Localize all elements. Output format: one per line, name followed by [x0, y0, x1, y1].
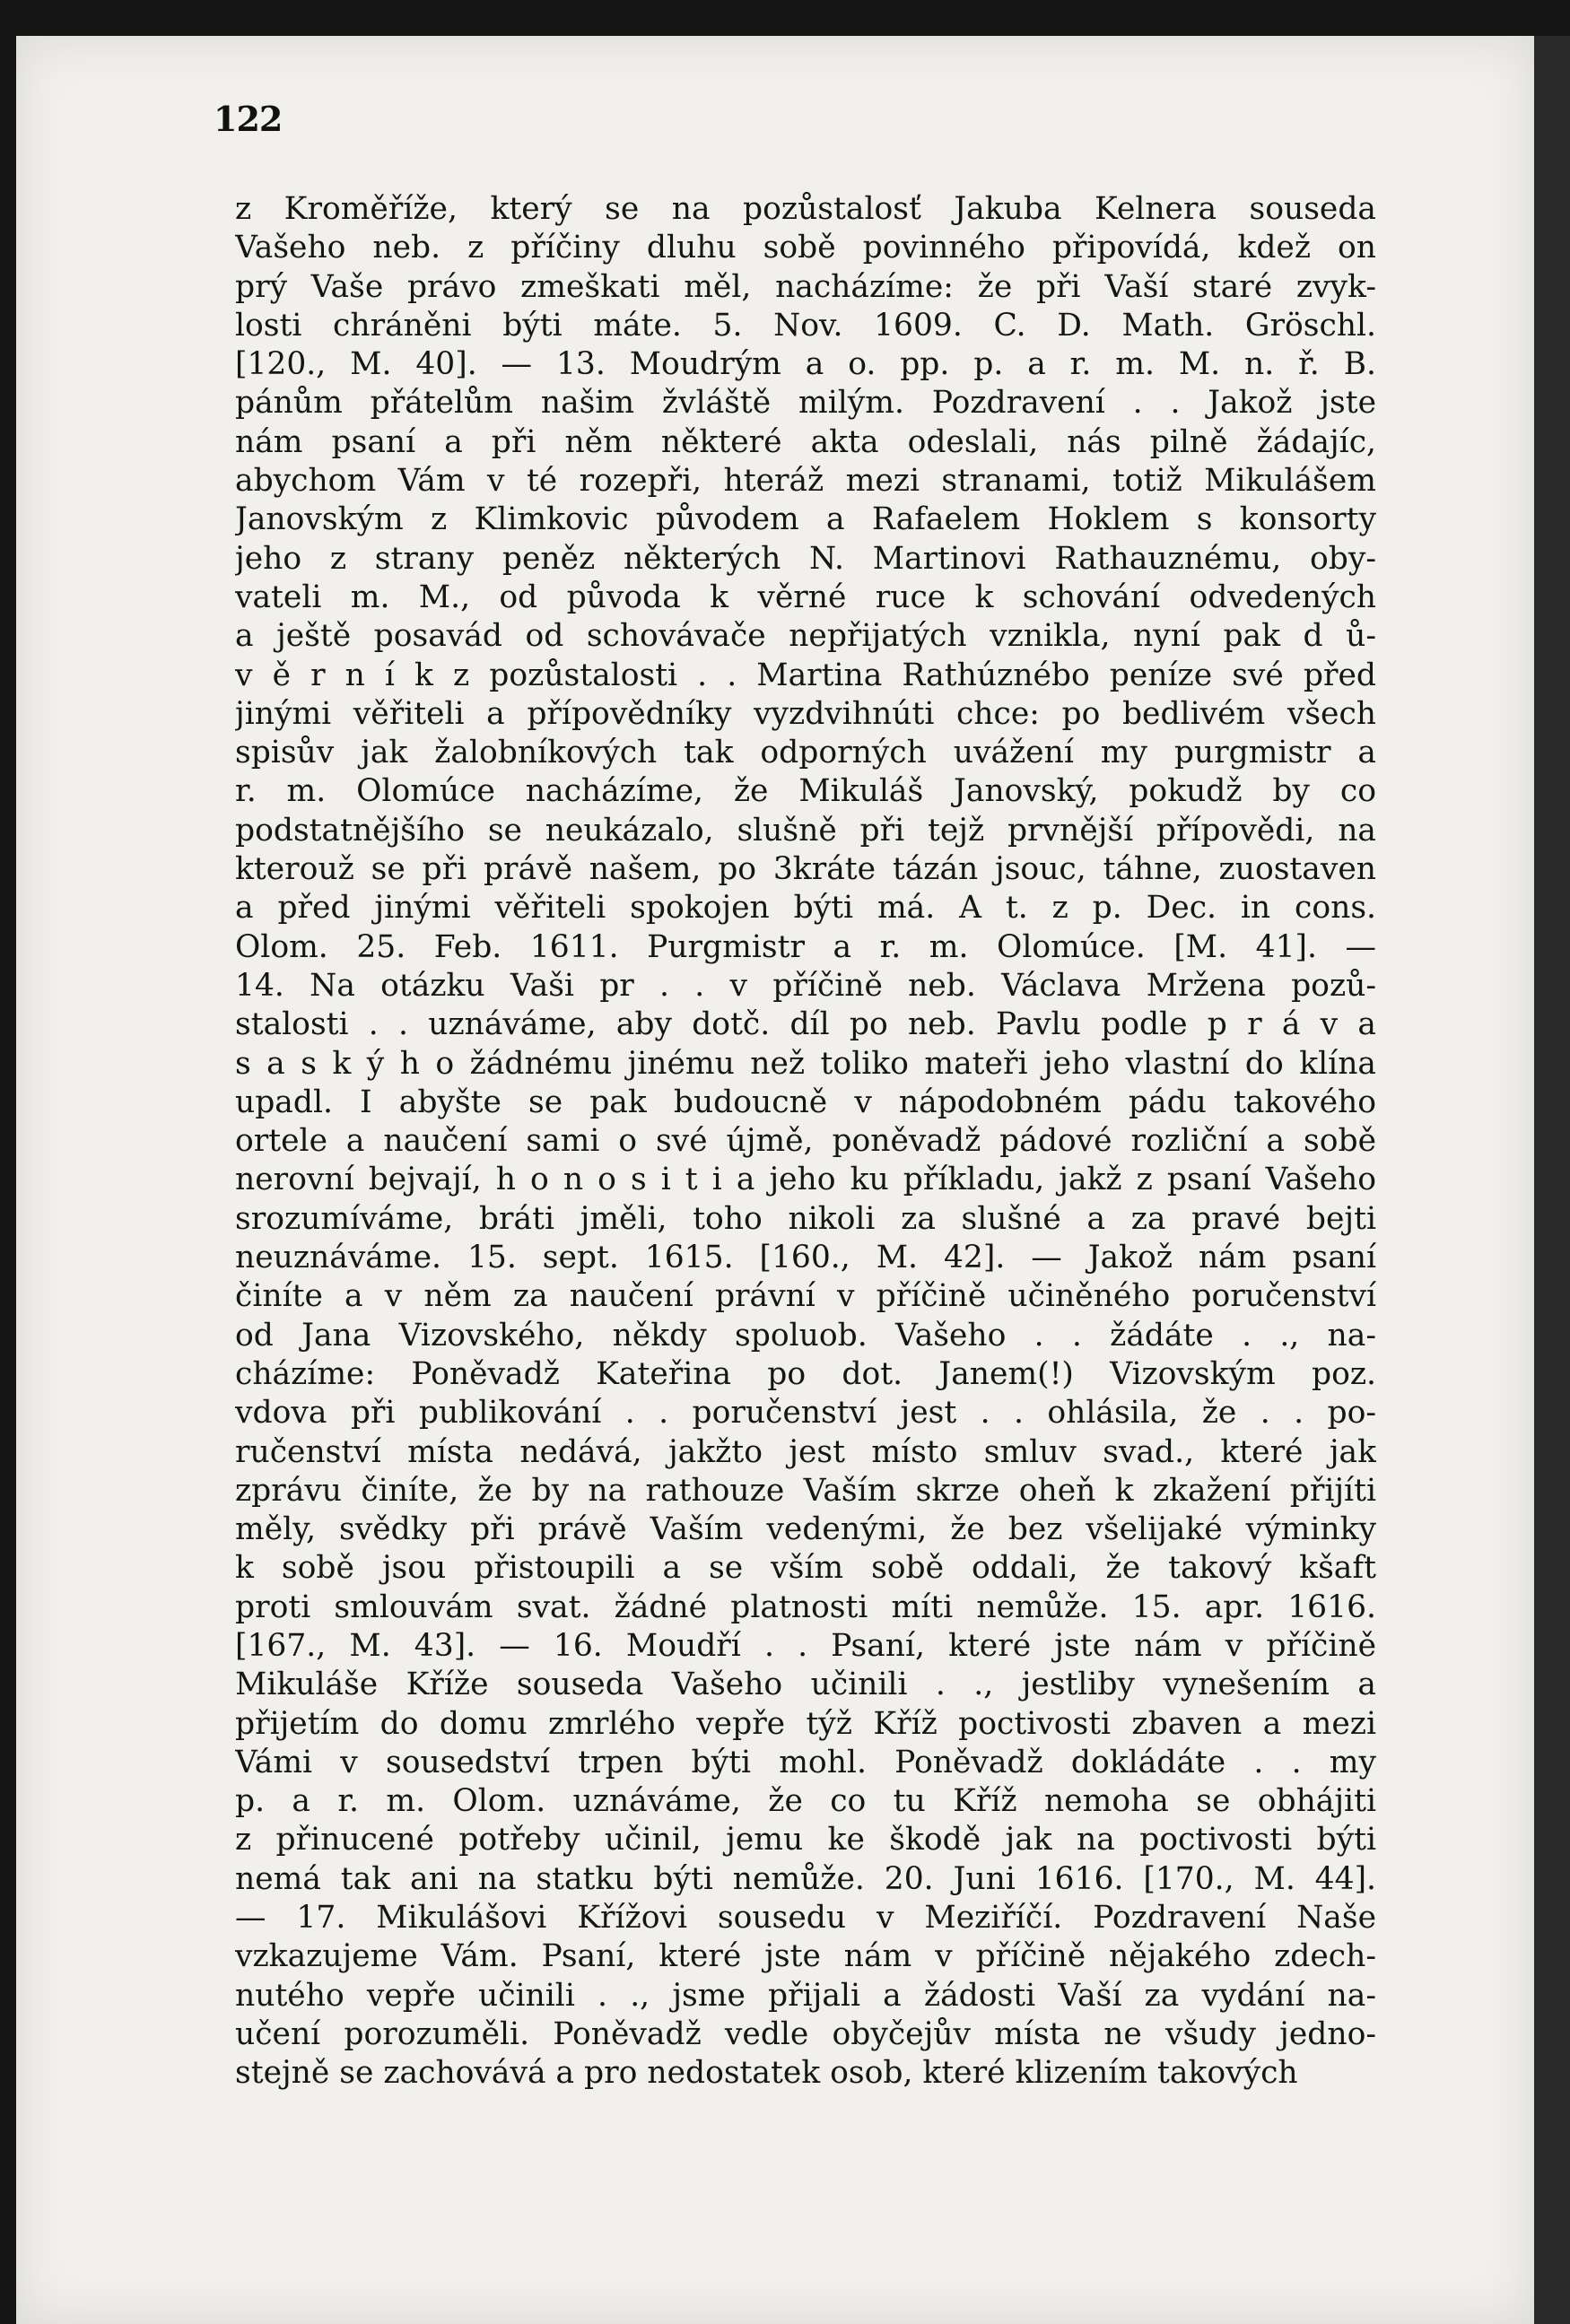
text-line: Mikuláše Kříže souseda Vašeho učinili . ., jestliby vynešením a — [235, 1667, 1376, 1703]
text-line: 14. Na otázku Vaši pr . . v příčině neb. Václava Mržena pozů- — [235, 967, 1376, 1004]
text-line: Vámi v sousedství trpen býti mohl. Poněvadž dokládáte . . my — [235, 1744, 1376, 1780]
text-line: z Kroměříže, který se na pozůstalosť Jakuba Kelnera souseda — [235, 191, 1376, 227]
text-line: [120., M. 40]. — 13. Moudrým a o. pp. p. a r. m. M. n. ř. B. — [235, 346, 1376, 383]
text-line: proti smlouvám svat. žádné platnosti míti nemůže. 15. apr. 1616. — [235, 1589, 1376, 1625]
text-line: s a s k ý h o žádnému jinému než toliko mateři jeho vlastní do klína — [235, 1045, 1376, 1082]
text-line: v ě r n í k z pozůstalosti . . Martina Rathúznébo peníze své před — [235, 657, 1376, 693]
page-edge-shadow — [1534, 36, 1570, 2324]
text-line: nutého vepře učinili . ., jsme přijali a žádosti Vaší za vydání na- — [235, 1977, 1376, 2014]
body-text — [235, 190, 1376, 2093]
text-line: jinými věřiteli a přípovědníky vyzdvihnúti chce: po bedlivém všech — [235, 695, 1376, 732]
text-line: ručenství místa nedává, jakžto jest místo smluv svad., které jak — [235, 1433, 1376, 1470]
text-line: spisův jak žalobníkových tak odporných uvážení my purgmistr a — [235, 735, 1376, 771]
text-line: a před jinými věřiteli spokojen býti má. A t. z p. Dec. in cons. — [235, 890, 1376, 927]
text-line: měly, svědky při právě Vaším vedenými, že bez všelijaké výminky — [235, 1511, 1376, 1548]
text-line: přijetím do domu zmrlého vepře týž Kříž poctivosti zbaven a mezi — [235, 1705, 1376, 1742]
text-line: nemá tak ani na statku býti nemůže. 20. Juni 1616. [170., M. 44]. — [235, 1860, 1376, 1897]
text-line: [167., M. 43]. — 16. Moudří . . Psaní, které jste nám v příčině — [235, 1627, 1376, 1664]
text-line: neuznáváme. 15. sept. 1615. [160., M. 42]. — Jakož nám psaní — [235, 1240, 1376, 1276]
text-line: a ještě posavád od schovávače nepřijatých vznikla, nyní pak d ů- — [235, 618, 1376, 655]
text-line: ortele a naučení sami o své újmě, poněvadž pádové rozliční a sobě — [235, 1123, 1376, 1160]
text-line: vzkazujeme Vám. Psaní, které jste nám v příčině nějakého zdech- — [235, 1938, 1376, 1975]
text-line: kterouž se při právě našem, po 3kráte tázán jsouc, táhne, zuostaven — [235, 851, 1376, 888]
text-line: jeho z strany peněz některých N. Martinovi Rathauznému, oby- — [235, 540, 1376, 577]
text-line: podstatnějšího se neukázalo, slušně při tejž prvnější přípovědi, na — [235, 812, 1376, 849]
text-line: z přinucené potřeby učinil, jemu ke škodě jak na poctivosti býti — [235, 1822, 1376, 1858]
text-line: učení porozuměli. Poněvadž vedle obyčejův místa ne všudy jedno- — [235, 2015, 1376, 2052]
text-line: stejně se zachovává a pro nedostatek osob, které klizením takových — [235, 2055, 1298, 2092]
text-line: stalosti . . uznáváme, aby dotč. díl po neb. Pavlu podle p r á v a — [235, 1006, 1376, 1043]
text-line: p. a r. m. Olom. uznáváme, že co tu Kříž nemoha se obhájiti — [235, 1783, 1376, 1820]
text-line: činíte a v něm za naučení právní v příčině učiněného poručenství — [235, 1278, 1376, 1315]
text-line: Janovským z Klimkovic původem a Rafaelem Hoklem s konsorty — [235, 501, 1376, 538]
text-line: prý Vaše právo zmeškati měl, nacházíme: že při Vaší staré zvyk- — [235, 268, 1376, 305]
text-line: od Jana Vizovského, někdy spoluob. Vašeho . . žádáte . ., na- — [235, 1317, 1376, 1353]
text-line: vdova při publikování . . poručenství jest . . ohlásila, že . . po- — [235, 1395, 1376, 1432]
text-line: upadl. I abyšte se pak budoucně v nápodobném pádu takového — [235, 1084, 1376, 1120]
text-line: Olom. 25. Feb. 1611. Purgmistr a r. m. Olomúce. [M. 41]. — — [235, 928, 1376, 965]
page-number: 122 — [214, 99, 283, 139]
text-line: srozumíváme, bráti jměli, toho nikoli za slušné a za pravé bejti — [235, 1200, 1376, 1237]
text-line: losti chráněni býti máte. 5. Nov. 1609. C. D. Math. Gröschl. — [235, 307, 1376, 344]
text-line: abychom Vám v té rozepři, hteráž mezi stranami, totiž Mikulášem — [235, 463, 1376, 500]
text-line: zprávu činíte, že by na rathouze Vaším skrze oheň k zkažení přijíti — [235, 1472, 1376, 1509]
text-line: pánům přátelům našim žvláště milým. Pozdravení . . Jakož jste — [235, 385, 1376, 422]
text-line: nerovní bejvají, h o n o s i t i a jeho ku příkladu, jakž z psaní Vašeho — [235, 1162, 1376, 1198]
text-line: k sobě jsou přistoupili a se vším sobě oddali, že takový kšaft — [235, 1550, 1376, 1587]
text-line: vateli m. M., od původa k věrné ruce k schování odvedených — [235, 579, 1376, 615]
text-line: Vašeho neb. z příčiny dluhu sobě povinného připovídá, kdež on — [235, 230, 1376, 266]
text-line: — 17. Mikulášovi Křížovi sousedu v Meziříčí. Pozdravení Naše — [235, 1900, 1376, 1937]
text-line: nám psaní a při něm některé akta odeslali, nás pilně žádajíc, — [235, 423, 1376, 460]
text-line: cházíme: Poněvadž Kateřina po dot. Janem(!) Vizovským poz. — [235, 1355, 1376, 1392]
text-line: r. m. Olomúce nacházíme, že Mikuláš Janovský, pokudž by co — [235, 773, 1376, 810]
